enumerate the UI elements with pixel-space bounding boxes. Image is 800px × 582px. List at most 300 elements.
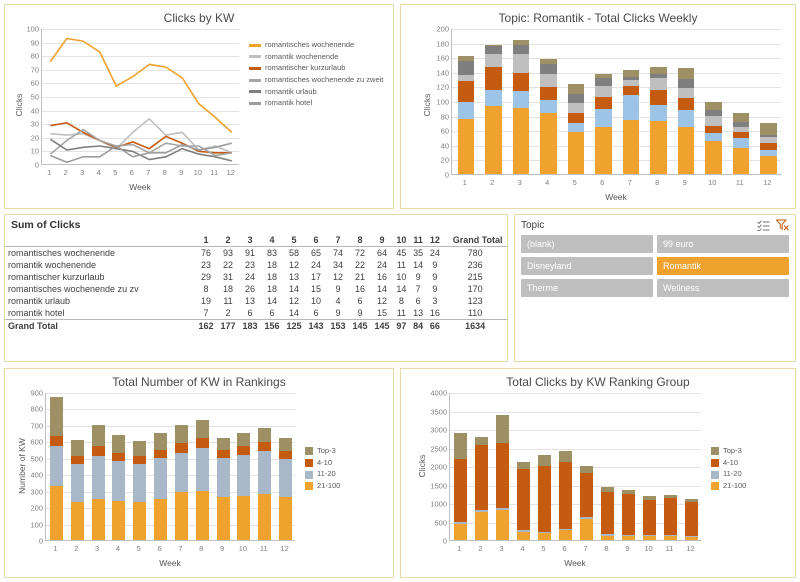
bar-segment [517,462,530,470]
x-axis-label: Week [605,192,627,202]
pivot-cell: 11 [396,308,407,318]
bar-segment [154,458,167,499]
slicer-topic[interactable] [514,214,796,362]
bar-segment [154,450,167,458]
x-tick-label: 10 [708,178,717,187]
bar-segment [760,137,777,144]
slicer-item-99-euro[interactable]: 99 euro [657,235,789,253]
pivot-col-header: 7 [327,234,349,247]
bar-segment [513,108,530,174]
y-tick-label: 0 [38,536,43,546]
bar-segment [623,120,640,174]
y-tick-label: 40 [30,106,39,116]
legend-color-swatch [711,471,719,479]
bar-segment [580,519,593,540]
pivot-cell: 74 [332,248,343,258]
y-tick-label: 600 [30,437,43,447]
bar-segment [733,122,750,126]
bar-segment [133,456,146,464]
plot-area-line [41,29,239,165]
bar-segment [664,536,677,540]
pivot-row-label: romantisches wochenende [8,248,116,258]
pivot-cell: 24 [376,260,387,270]
y-tick-label: 3000 [430,425,447,435]
legend-color-swatch [249,67,261,70]
pivot-cell: 18 [266,284,277,294]
bar-segment [279,451,292,459]
bar-segment [133,441,146,456]
bar-segment [643,535,656,536]
pivot-cell: 6 [357,296,363,306]
bar-segment [538,533,551,540]
chart-title-clicks-by-kw: Clicks by KW [163,11,235,25]
pivot-row-label: romantischer kurzurlaub [8,272,105,282]
pivot-grand-total-cell: 183 [239,320,261,333]
table-row [5,247,507,260]
bar-segment [279,497,292,540]
pivot-cell: 12 [332,272,343,282]
table-row [5,307,507,320]
bar-segment [538,532,551,533]
legend-label: romantischer kurzurlaub [265,63,346,73]
legend-label: Top-3 [317,446,336,455]
bar-segment [643,500,656,535]
y-tick-label: 500 [434,518,447,527]
y-axis-label: Clicks [417,454,427,478]
slicer-item-romantik[interactable]: Romantik [657,257,789,275]
pivot-cell: 18 [222,284,233,294]
table-row [5,259,507,271]
pivot-cell: 6 [269,308,275,318]
bar-segment [154,433,167,449]
y-tick-label: 2500 [430,444,447,453]
bar-segment [595,127,612,174]
bar-segment [685,537,698,540]
bar-segment [540,74,557,87]
x-tick-label: 1 [462,178,467,187]
pivot-cell: 64 [376,248,387,258]
bar-segment [279,459,292,497]
bar-segment [623,86,640,95]
bar-segment [568,113,585,122]
pivot-grand-total-label: Grand Total [5,320,195,333]
x-tick-label: 5 [541,544,546,553]
pivot-col-header: 6 [305,234,327,247]
pivot-cell: 24 [310,260,321,270]
chart-title-romantik-weekly: Topic: Romantik - Total Clicks Weekly [498,11,698,25]
bar-segment [664,535,677,536]
legend-item [711,447,791,456]
legend-color-swatch [305,447,313,455]
bar-segment [538,455,551,466]
bar-segment [595,78,612,85]
x-tick-label: 10 [644,544,653,553]
legend-item [249,99,393,108]
y-tick-label: 0 [444,170,449,180]
bar-segment [485,45,502,46]
bar-segment [733,127,750,132]
pivot-cell: 12 [376,296,387,306]
y-tick-label: 400 [30,470,43,480]
pivot-cell: 23 [244,260,255,270]
x-tick-label: 3 [94,544,100,553]
bar-segment [678,68,695,79]
legend-item [249,64,393,73]
bar-segment [568,103,585,113]
panel-clicks-by-kw [4,4,394,209]
pivot-header-row [5,234,507,247]
bar-segment [279,438,292,451]
legend-label: romantisches wochenende [265,40,355,49]
legend-color-swatch [249,102,261,105]
bar-segment [496,510,509,540]
pivot-row-total: 780 [467,248,483,258]
bar-segment [112,435,125,453]
x-tick-label: 7 [146,168,151,177]
bar-segment [237,433,250,446]
x-tick-label: 7 [627,178,632,187]
legend-label: romantik hotel [265,98,313,108]
y-tick-label: 80 [440,112,449,122]
bar-segment [540,59,557,63]
bar-segment [623,95,640,120]
bar-segment [133,464,146,502]
pivot-cell: 17 [310,272,321,282]
y-tick-label: 60 [440,126,449,136]
bar-segment [678,127,695,174]
x-tick-label: 1 [53,544,58,553]
pivot-header [5,234,507,247]
pivot-col-header: 2 [217,234,239,247]
pivot-col-header: 5 [283,234,305,247]
table-row [5,295,507,307]
pivot-cell: 16 [376,272,387,282]
bar-segment [580,473,593,517]
pivot-cell: 22 [354,260,365,270]
pivot-cell: 8 [398,296,404,306]
slicer-item-disneyland[interactable]: Disneyland [521,257,653,275]
pivot-row-label: romantik hotel [8,308,65,318]
x-tick-label: 7 [178,544,183,553]
x-tick-label: 2 [74,544,79,553]
x-tick-label: 5 [572,178,577,187]
pivot-cell: 9 [432,272,438,282]
x-tick-label: 8 [655,178,660,187]
clear-filter-icon[interactable] [776,219,789,231]
pivot-row-label: romantik urlaub [8,296,71,306]
bar-segment [50,486,63,540]
legend-label: romantik urlaub [265,86,317,96]
legend-item [711,459,791,468]
bar-segment [568,84,585,94]
bar-segment [595,86,612,97]
pivot-cell: 14 [288,284,299,294]
bar-segment [513,73,530,91]
x-axis-ticks [41,166,239,180]
x-tick-label: 3 [499,544,504,553]
pivot-grand-total-row [5,320,507,333]
legend-label: Top-3 [723,446,742,455]
chart-clicks-ranking-group [401,389,797,577]
x-axis-ticks [451,176,781,190]
y-tick-label: 100 [30,520,43,530]
y-tick-label: 140 [436,68,449,78]
bar-segment [650,78,667,90]
plot-area-stacked [45,393,295,541]
pivot-row-total: 170 [467,284,483,294]
bar-segment [454,433,467,459]
y-tick-label: 40 [440,141,449,151]
table-row [5,271,507,283]
legend-item [305,459,385,468]
pivot-col-header: 4 [261,234,283,247]
bar-segment [154,499,167,540]
pivot-col-header: 8 [349,234,371,247]
x-tick-label: 11 [259,544,268,553]
chart-kw-rankings [5,389,395,577]
y-tick-label: 200 [436,24,449,34]
bar-segment [475,445,488,510]
pivot-col-header: Grand Total [443,234,507,247]
bar-segment [513,40,530,44]
pivot-cell: 6 [247,308,253,318]
bar-segment [595,97,612,109]
pivot-cell: 7 [203,308,209,318]
legend-item [249,76,393,85]
legend-clicks-ranking-group [711,447,791,494]
bar-segment [517,532,530,540]
bar-segment [454,522,467,524]
gridline [452,29,781,30]
bar-segment [705,110,722,116]
x-tick-label: 1 [47,168,52,177]
bar-segment [678,110,695,128]
pivot-cell: 9 [335,284,341,294]
bar-segment [458,56,475,61]
bar-segment [568,94,585,103]
pivot-cell: 14 [396,284,407,294]
y-axis-ticks [421,388,447,546]
bar-segment [538,466,551,532]
pivot-cell: 14 [376,284,387,294]
panel-romantik-weekly [400,4,796,209]
y-tick-label: 500 [30,454,43,464]
bar-segment [760,123,777,135]
pivot-grand-total: 1634 [443,320,507,333]
x-tick-label: 2 [63,168,68,177]
bar-segment [622,535,635,536]
y-tick-label: 70 [30,65,39,75]
legend-item [249,88,393,97]
legend-label: 11-20 [317,469,336,479]
bar-segment [664,495,677,499]
legend-color-swatch [711,482,719,490]
bar-segment [705,102,722,110]
x-tick-label: 8 [199,544,204,553]
x-tick-label: 10 [193,168,202,177]
legend-color-swatch [249,90,261,93]
pivot-cell: 9 [432,260,438,270]
pivot-cell: 9 [335,308,341,318]
legend-label: 4-10 [317,457,333,467]
bar-segment [623,77,640,80]
bar-segment [92,446,105,456]
x-tick-label: 8 [604,544,609,553]
bar-segment [595,74,612,78]
pivot-col-header: 1 [195,234,217,247]
gridline [450,412,701,413]
y-tick-label: 1500 [430,481,447,490]
bar-segment [685,502,698,535]
pivot-cell: 16 [429,308,440,318]
x-tick-label: 12 [226,168,235,177]
bar-segment [458,102,475,119]
bar-segment [685,499,698,502]
bar-segment [71,464,84,502]
bar-segment [92,456,105,499]
legend-item [305,470,385,479]
y-axis-ticks [427,24,449,180]
pivot-cell: 14 [288,308,299,318]
multi-select-icon[interactable] [757,220,770,231]
bar-segment [705,133,722,141]
pivot-cell: 18 [266,260,277,270]
bar-segment [678,88,695,98]
pivot-cell: 14 [413,260,424,270]
bar-segment [517,530,530,531]
pivot-cell: 16 [354,284,365,294]
plot-area-stacked [451,29,781,175]
bar-segment [496,508,509,511]
y-tick-label: 100 [436,97,449,107]
bar-segment [650,67,667,74]
x-tick-label: 10 [238,544,248,553]
pivot-cell: 9 [357,308,363,318]
pivot-grand-total-cell: 66 [427,320,444,333]
bar-segment [217,458,230,497]
bar-segment [92,499,105,540]
legend-label: 21-100 [317,480,341,490]
bar-segment [196,438,209,448]
x-tick-label: 11 [210,168,219,177]
pivot-cell: 9 [415,272,421,282]
y-axis-label: Number of KW [17,438,27,494]
bar-segment [485,90,502,106]
bar-segment [601,534,614,535]
x-tick-label: 5 [136,544,141,553]
bar-segment [258,451,271,494]
pivot-row-label: romantik wochenende [8,260,97,270]
bar-segment [650,121,667,174]
y-tick-label: 2000 [430,462,447,472]
bar-segment [112,461,125,500]
pivot-col-header: 11 [410,234,427,247]
bar-segment [705,126,722,133]
legend-label: 11-20 [723,469,742,479]
y-tick-label: 4000 [430,388,447,398]
panel-clicks-ranking-group [400,368,796,578]
pivot-cell: 18 [266,272,277,282]
pivot-cell: 2 [225,308,231,318]
bar-segment [258,442,271,451]
pivot-row-total: 215 [467,272,483,282]
bar-segment [623,80,640,87]
bar-segment [50,397,63,436]
bar-segment [760,150,777,157]
pivot-cell: 13 [244,296,255,306]
slicer-item-therme[interactable]: Therme [521,279,653,297]
pivot-row-label: romantisches wochenende zu zv [8,284,139,294]
y-tick-label: 20 [440,155,449,165]
bar-segment [733,113,750,122]
x-axis-ticks [449,542,701,556]
bar-segment [237,446,250,454]
bar-segment [622,536,635,540]
y-tick-label: 0 [34,160,39,170]
bar-segment [559,530,572,540]
bar-segment [733,132,750,139]
pivot-cell: 19 [200,296,211,306]
pivot-cell: 7 [415,284,421,294]
pivot-cell: 10 [396,272,407,282]
x-tick-label: 4 [520,544,525,553]
bar-segment [601,536,614,540]
x-tick-label: 6 [600,178,605,187]
bar-segment [559,529,572,530]
pivot-grand-total-cell: 177 [217,320,239,333]
legend-color-swatch [305,459,313,467]
bar-segment [643,536,656,540]
bar-segment [475,510,488,512]
y-tick-label: 100 [26,24,39,34]
slicer-item-wellness[interactable]: Wellness [657,279,789,297]
slicer-items[interactable] [515,233,795,303]
pivot-cell: 22 [222,260,233,270]
bar-segment [496,443,509,508]
y-tick-label: 120 [436,82,449,92]
x-axis-label: Week [129,182,151,192]
pivot-cell: 9 [432,284,438,294]
pivot-cell: 21 [354,272,365,282]
bar-segment [485,46,502,54]
bar-segment [112,501,125,540]
bar-segment [580,517,593,519]
pivot-cell: 72 [354,248,365,258]
pivot-cell: 29 [200,272,211,282]
legend-label: 4-10 [723,457,739,467]
bar-segment [175,453,188,492]
bar-segment [217,438,230,450]
bar-segment [175,492,188,540]
slicer-item-blank[interactable]: (blank) [521,235,653,253]
slicer-title: Topic [521,219,545,231]
legend-label: romantisches wochenende zu zweit [265,74,384,84]
y-tick-label: 50 [30,92,39,102]
pivot-cell: 65 [310,248,321,258]
bar-segment [485,67,502,90]
bar-segment [258,428,271,442]
bar-segment [650,74,667,78]
pivot-grand-total-cell: 125 [283,320,305,333]
x-tick-label: 4 [115,544,120,553]
bar-segment [475,512,488,540]
legend-color-swatch [249,79,261,82]
x-tick-label: 6 [129,168,134,177]
legend-item [711,482,791,491]
bar-segment [133,502,146,540]
bar-segment [458,61,475,75]
pivot-title: Sum of Clicks [11,219,81,231]
